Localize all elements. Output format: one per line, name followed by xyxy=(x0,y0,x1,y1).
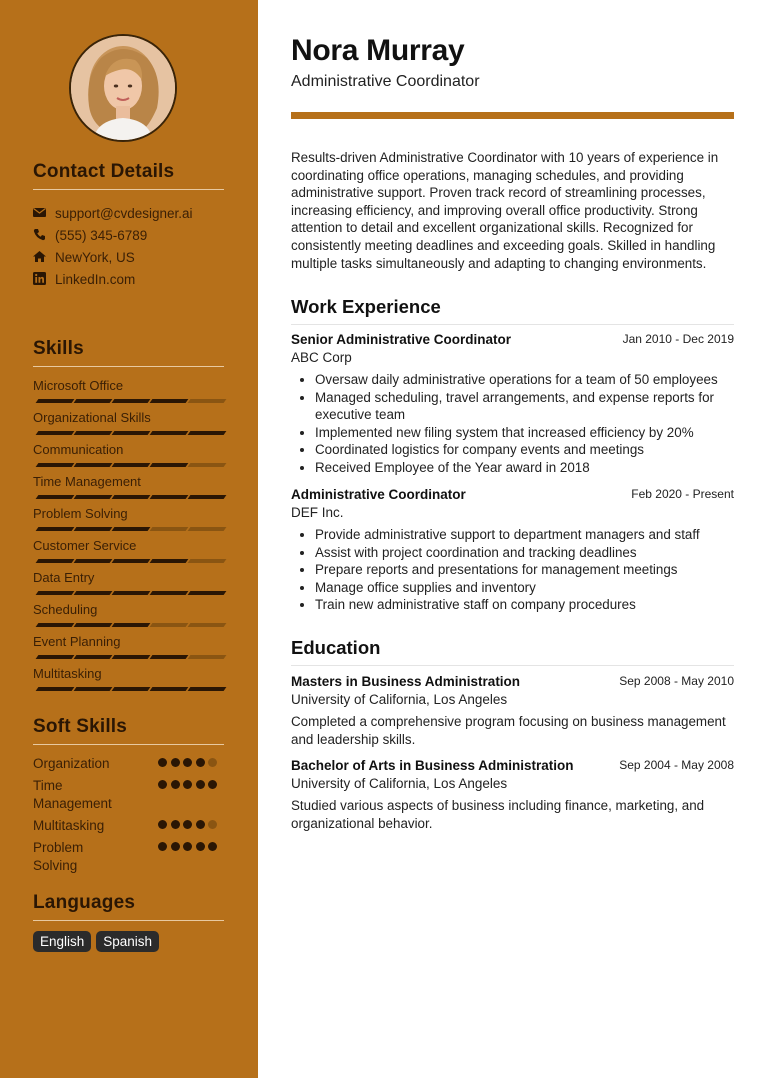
person-name: Nora Murray xyxy=(291,34,465,67)
skill-label: Data Entry xyxy=(33,570,95,585)
language-pill: Spanish xyxy=(96,931,159,952)
skill-item xyxy=(33,538,224,570)
skill-level-segment xyxy=(112,527,151,531)
skill-level-segment xyxy=(112,399,151,403)
degree-title: Bachelor of Arts in Business Administration xyxy=(291,758,574,773)
skill-level-segment xyxy=(36,591,75,595)
sidebar xyxy=(0,0,258,1078)
skill-level-segment xyxy=(150,591,189,595)
skill-level-segment xyxy=(150,655,189,659)
skill-item xyxy=(33,570,224,602)
skill-level-segment xyxy=(36,495,75,499)
skill-level-segment xyxy=(112,431,151,435)
job-bullet: • Train new administrative staff on company procedures xyxy=(315,596,734,614)
skill-item xyxy=(33,474,224,506)
soft-skill-item xyxy=(33,755,224,777)
skill-level-segment xyxy=(188,527,227,531)
skill-level-segment xyxy=(74,495,113,499)
skills-heading: Skills xyxy=(33,338,224,367)
rating-dot xyxy=(208,842,217,851)
education-dates: Sep 2008 - May 2010 xyxy=(619,674,734,688)
skill-level-bar xyxy=(34,559,224,565)
rating-dot xyxy=(183,820,192,829)
rating-dot xyxy=(158,842,167,851)
skill-level-segment xyxy=(150,687,189,691)
skill-level-segment xyxy=(150,463,189,467)
skill-level-segment xyxy=(188,431,227,435)
job-bullet: • Oversaw daily administrative operations for a team of 50 employees xyxy=(315,371,734,389)
rating-dot xyxy=(171,758,180,767)
job-entry xyxy=(291,487,734,614)
skill-level-segment xyxy=(36,655,75,659)
skill-level-segment xyxy=(36,463,75,467)
education-description: Studied various aspects of business including finance, marketing, and organizational behavior. xyxy=(291,798,705,831)
skill-label: Microsoft Office xyxy=(33,378,124,393)
skill-level-segment xyxy=(74,527,113,531)
job-bullet: • Coordinated logistics for company events and meetings xyxy=(315,441,734,459)
rating-dot xyxy=(158,820,167,829)
skill-label: Multitasking xyxy=(33,666,102,681)
contact-phone[interactable] xyxy=(33,224,224,246)
person-title: Administrative Coordinator xyxy=(291,73,480,90)
skill-level-segment xyxy=(112,687,151,691)
skill-label: Scheduling xyxy=(33,602,98,617)
skill-level-segment xyxy=(36,623,75,627)
rating-dot xyxy=(196,842,205,851)
job-company: DEF Inc. xyxy=(291,505,344,520)
skill-item xyxy=(33,602,224,634)
skill-level-bar xyxy=(34,431,224,437)
job-bullet: • Received Employee of the Year award in 2018 xyxy=(315,459,734,477)
soft-skill-label: Organization xyxy=(33,756,110,771)
rating-dot xyxy=(158,780,167,789)
contact-email-text: support@cvdesigner.ai xyxy=(55,205,193,221)
languages-heading: Languages xyxy=(33,892,224,921)
rating-dot xyxy=(183,780,192,789)
phone-icon xyxy=(33,228,47,242)
job-dates: Jan 2010 - Dec 2019 xyxy=(622,332,734,346)
contact-section xyxy=(33,161,224,290)
contact-heading: Contact Details xyxy=(33,161,224,190)
skill-label: Organizational Skills xyxy=(33,410,151,425)
skill-level-segment xyxy=(112,623,151,627)
skill-item xyxy=(33,506,224,538)
skill-level-segment xyxy=(150,559,189,563)
education-entry xyxy=(291,674,734,748)
rating-dot xyxy=(158,758,167,767)
skill-level-bar xyxy=(34,527,224,533)
skill-level-segment xyxy=(36,559,75,563)
skill-level-bar xyxy=(34,463,224,469)
skill-level-segment xyxy=(150,495,189,499)
skill-label: Time Management xyxy=(33,474,141,489)
skill-level-bar xyxy=(34,623,224,629)
skill-label: Communication xyxy=(33,442,124,457)
skill-level-segment xyxy=(36,527,75,531)
linkedin-icon xyxy=(33,272,47,286)
rating-dot xyxy=(208,820,217,829)
summary-text: Results-driven Administrative Coordinator with 10 years of experience in coordinating office operations, managing schedules, and providing administrative support. Proven track record of streamlining processes, increasing efficiency, and improving overall office productivity. Strong attention to detail and excellent organizational skills. Recognized for consistently meeting deadlines and exceeding goals. Skilled in handling multiple tasks simultaneously and adapting to changing environments. xyxy=(291,150,719,271)
skill-item xyxy=(33,378,224,410)
rating-dot xyxy=(171,842,180,851)
skill-item xyxy=(33,634,224,666)
language-pill: English xyxy=(33,931,91,952)
skill-label: Problem Solving xyxy=(33,506,128,521)
skill-level-segment xyxy=(112,495,151,499)
job-title: Administrative Coordinator xyxy=(291,487,466,502)
skill-level-segment xyxy=(74,591,113,595)
education-heading: Education xyxy=(291,637,734,666)
skill-level-segment xyxy=(112,655,151,659)
job-bullet: • Managed scheduling, travel arrangements, and expense reports for executive team xyxy=(315,389,734,424)
job-title: Senior Administrative Coordinator xyxy=(291,332,512,347)
soft-skill-label: Problem Solving xyxy=(33,840,84,873)
soft-skill-label: Time Management xyxy=(33,778,112,811)
skill-level-segment xyxy=(74,431,113,435)
skill-level-bar xyxy=(34,591,224,597)
skill-level-segment xyxy=(74,655,113,659)
skill-level-segment xyxy=(188,463,227,467)
skill-label: Event Planning xyxy=(33,634,121,649)
rating-dot xyxy=(208,780,217,789)
skill-item xyxy=(33,410,224,442)
skill-level-segment xyxy=(74,463,113,467)
skill-level-segment xyxy=(74,399,113,403)
skill-level-segment xyxy=(188,399,227,403)
job-bullet: • Prepare reports and presentations for management meetings xyxy=(315,561,734,579)
skill-level-segment xyxy=(188,495,227,499)
skill-level-segment xyxy=(74,623,113,627)
skill-item xyxy=(33,666,224,698)
soft-skill-rating xyxy=(158,820,221,829)
contact-linkedin-text: LinkedIn.com xyxy=(55,271,136,287)
skill-level-bar xyxy=(34,495,224,501)
skill-level-segment xyxy=(188,559,227,563)
rating-dot xyxy=(171,820,180,829)
job-entry xyxy=(291,332,734,476)
soft-skill-label: Multitasking xyxy=(33,818,105,833)
job-dates: Feb 2020 - Present xyxy=(631,487,734,501)
soft-skill-item xyxy=(33,839,224,879)
skill-level-bar xyxy=(34,655,224,661)
school-name: University of California, Los Angeles xyxy=(291,776,508,791)
job-bullet: • Manage office supplies and inventory xyxy=(315,579,734,597)
rating-dot xyxy=(171,780,180,789)
skill-level-segment xyxy=(150,399,189,403)
skill-level-segment xyxy=(188,591,227,595)
job-bullet: • Assist with project coordination and tracking deadlines xyxy=(315,544,734,562)
soft-skills-section xyxy=(33,716,224,879)
skill-level-segment xyxy=(188,655,227,659)
skill-level-bar xyxy=(34,687,224,693)
skill-item xyxy=(33,442,224,474)
envelope-icon xyxy=(33,206,47,220)
skill-level-segment xyxy=(112,591,151,595)
contact-phone-text: (555) 345-6789 xyxy=(55,227,148,243)
soft-skill-item xyxy=(33,817,224,839)
job-bullet: • Provide administrative support to department managers and staff xyxy=(315,526,734,544)
soft-skill-rating xyxy=(158,842,221,851)
rating-dot xyxy=(183,842,192,851)
skill-label: Customer Service xyxy=(33,538,137,553)
job-bullets xyxy=(291,526,734,614)
soft-skill-rating xyxy=(158,780,221,789)
skill-level-bar xyxy=(34,399,224,405)
avatar xyxy=(69,34,177,142)
contact-email[interactable] xyxy=(33,202,224,224)
job-company: ABC Corp xyxy=(291,350,352,365)
skill-level-segment xyxy=(112,559,151,563)
soft-skill-rating xyxy=(158,758,221,767)
skill-level-segment xyxy=(74,559,113,563)
home-icon xyxy=(33,250,47,264)
education-dates: Sep 2004 - May 2008 xyxy=(619,758,734,772)
skill-level-segment xyxy=(188,623,227,627)
job-bullet: • Implemented new filing system that increased efficiency by 20% xyxy=(315,424,734,442)
rating-dot xyxy=(196,820,205,829)
skill-level-segment xyxy=(36,431,75,435)
rating-dot xyxy=(208,758,217,767)
school-name: University of California, Los Angeles xyxy=(291,692,508,707)
skill-level-segment xyxy=(150,623,189,627)
skill-level-segment xyxy=(36,687,75,691)
rating-dot xyxy=(196,758,205,767)
soft-skills-heading: Soft Skills xyxy=(33,716,224,745)
work-heading: Work Experience xyxy=(291,296,734,325)
contact-location-text: NewYork, US xyxy=(55,249,135,265)
languages-section xyxy=(33,892,224,952)
soft-skill-item xyxy=(33,777,224,817)
rating-dot xyxy=(196,780,205,789)
skill-level-segment xyxy=(112,463,151,467)
skill-level-segment xyxy=(74,687,113,691)
header-divider xyxy=(291,112,734,119)
skills-section xyxy=(33,338,224,698)
education-entry xyxy=(291,758,734,832)
skill-level-segment xyxy=(150,431,189,435)
skill-level-segment xyxy=(150,527,189,531)
skill-level-segment xyxy=(188,687,227,691)
rating-dot xyxy=(183,758,192,767)
job-bullets xyxy=(291,371,734,476)
skill-level-segment xyxy=(36,399,75,403)
education-description: Completed a comprehensive program focusing on business management and leadership skills. xyxy=(291,714,726,747)
contact-linkedin[interactable] xyxy=(33,268,224,290)
degree-title: Masters in Business Administration xyxy=(291,674,521,689)
contact-location xyxy=(33,246,224,268)
